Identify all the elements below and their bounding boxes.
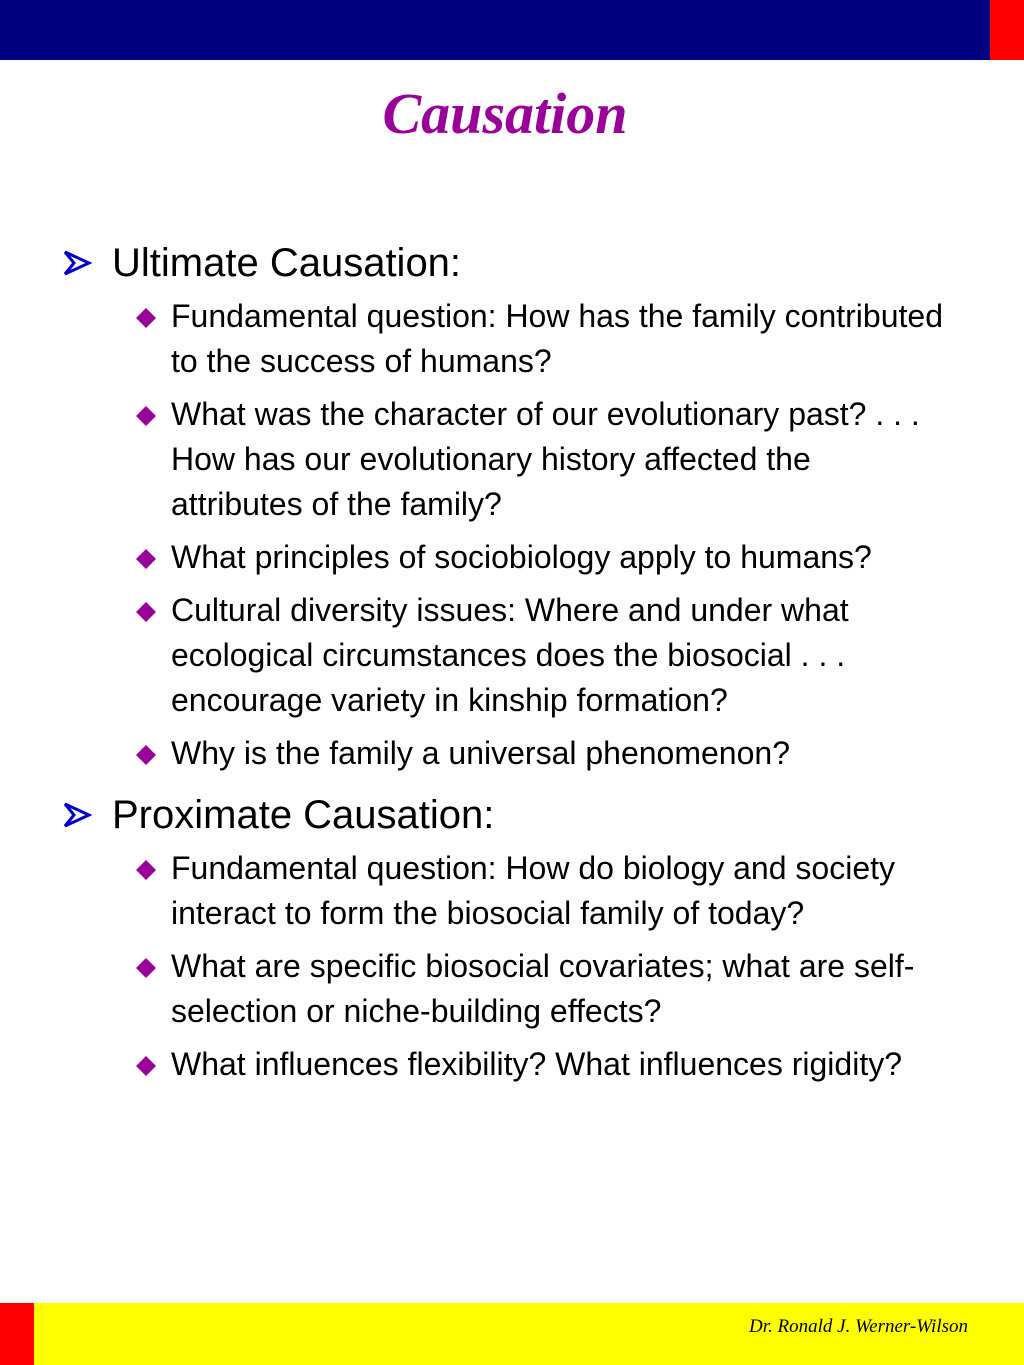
list-item-text: Fundamental question: How do biology and society interact to form the biosocial family of today? <box>171 850 895 931</box>
list-item-text: Fundamental question: How has the family contributed to the success of humans? <box>171 298 943 379</box>
bottom-red-accent <box>0 1303 34 1365</box>
top-red-accent <box>990 0 1024 60</box>
section-heading-ultimate <box>0 232 1024 294</box>
diamond-bullet-icon <box>135 957 157 979</box>
list-item <box>0 294 1024 384</box>
author-footer: Dr. Ronald J. Werner-Wilson <box>749 1316 968 1337</box>
list-item <box>0 731 1024 776</box>
diamond-bullet-icon <box>135 1055 157 1077</box>
list-item-text: What influences flexibility? What influences rigidity? <box>171 1046 902 1082</box>
diamond-bullet-icon <box>135 859 157 881</box>
diamond-bullet-icon <box>135 744 157 766</box>
slide-title: Causation <box>382 81 628 146</box>
arrow-bullet-icon <box>62 248 92 278</box>
list-item <box>0 535 1024 580</box>
diamond-bullet-icon <box>135 548 157 570</box>
list-item <box>0 944 1024 1034</box>
list-item <box>0 846 1024 936</box>
diamond-bullet-icon <box>135 601 157 623</box>
list-item-text: What principles of sociobiology apply to humans? <box>171 539 872 575</box>
section-heading-proximate <box>0 784 1024 846</box>
diamond-bullet-icon <box>135 307 157 329</box>
list-item-text: Cultural diversity issues: Where and under what ecological circumstances does the biosocial . . . encourage variety in kinship formation? <box>171 592 849 718</box>
list-item <box>0 392 1024 527</box>
slide-body <box>0 232 1024 1095</box>
list-item-text: Why is the family a universal phenomenon? <box>171 735 790 771</box>
diamond-bullet-icon <box>135 405 157 427</box>
section-heading-label: Proximate Causation: <box>112 793 495 837</box>
top-banner <box>0 0 990 60</box>
list-item <box>0 1042 1024 1087</box>
list-item-text: What are specific biosocial covariates; what are self-selection or niche-building effects? <box>171 948 915 1029</box>
list-item-text: What was the character of our evolutionary past? . . . How has our evolutionary history affected the attributes of the family? <box>171 396 920 522</box>
list-item <box>0 588 1024 723</box>
arrow-bullet-icon <box>62 800 92 830</box>
section-heading-label: Ultimate Causation: <box>112 241 462 285</box>
